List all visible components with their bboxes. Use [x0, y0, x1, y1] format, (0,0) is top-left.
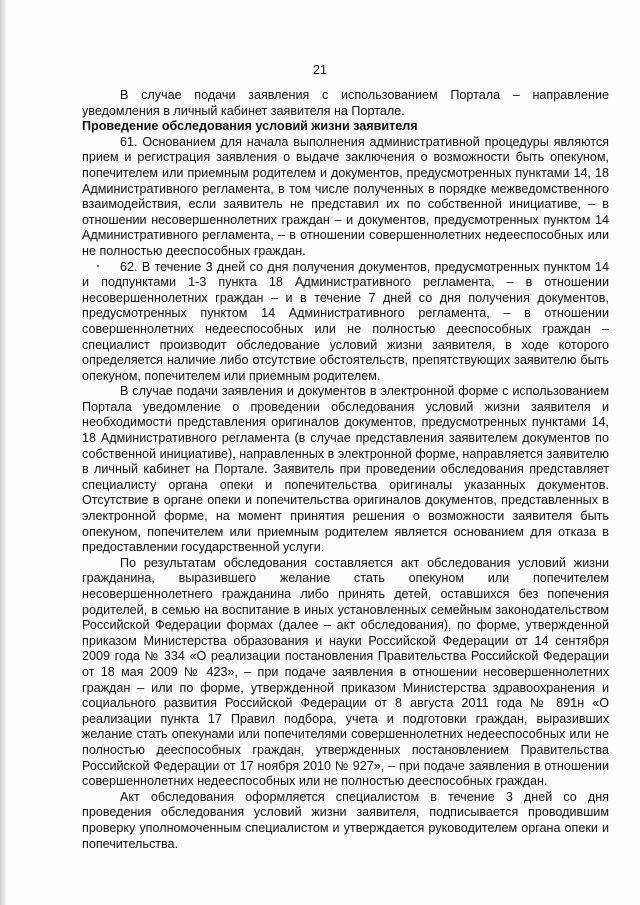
paragraph-61: 61. Основанием для начала выполнения административной процедуры являются прием и регистрация заявления о выдаче заключения о возможности быть опекуном, попечителем или приемным родителем и документов, предусмотренных пунктами 14, 18 Административного регламента, в том числе полученных в порядке межведомственного взаимодействия, если заявитель не представил их по собственной инициативе, – в отношении несовершеннолетних граждан – и документов, предусмотренных пунктом 14 Административного регламента, – в отношении совершеннолетних недееспособных или не полностью дееспособных граждан.	[82, 134, 609, 258]
intro-paragraph: В случае подачи заявления с использованием Портала – направление уведомления в личный кабинет заявителя на Портале.	[82, 88, 609, 118]
section-heading: Проведение обследования условий жизни заявителя	[82, 119, 418, 134]
paragraph-act-execution: Акт обследования оформляется специалистом в течение 3 дней со дня проведения обследования условий жизни заявителя, подписывается проводившим проверку уполномоченным специалистом и утверждается руководителем органа опеки и попечительства.	[82, 789, 609, 851]
scan-edge	[0, 0, 6, 905]
document-body	[82, 88, 609, 852]
paragraph-electronic-submission: В случае подачи заявления и документов в электронной форме с использованием Портала уведомление о проведении обследования условий жизни заявителя и необходимости представления оригиналов документов, предусмотренных пунктами 14, 18 Административного регламента (в случае представления заявителем документов по собственной инициативе), направленных в электронной форме, направляется заявителю в личный кабинет на Портале. Заявитель при проведении обследования представляет специалисту органа опеки и попечительства оригиналы указанных документов. Отсутствие в органе опеки и попечительства оригиналов документов, представленных в электронной форме, на момент принятия решения о возможности заявителя быть опекуном, попечителем или приемным родителем является основанием для отказа в предоставлении государственной услуги.	[82, 384, 609, 555]
paragraph-inspection-act: По результатам обследования составляется акт обследования условий жизни гражданина, выразившего желание стать опекуном или попечителем несовершеннолетнего гражданина либо принять детей, оставшихся без попечения родителей, в семью на воспитание в иных установленных семейным законодательством Российской Федерации формах (далее – акт обследования), по форме, утвержденной приказом Министерства образования и науки Российской Федерации от 14 сентября 2009 года № 334 «О реализации постановления Правительства Российской Федерации от 18 мая 2009 № 423», – при подаче заявления в отношении несовершеннолетних граждан – или по форме, утвержденной приказом Министерства здравоохранения и социального развития Российской Федерации от 8 августа 2011 года № 891н «О реализации пункта 17 Правил подбора, учета и подготовки граждан, выразивших желание стать опекунами или попечителями совершеннолетних недееспособных или не полностью дееспособных граждан, утвержденных постановлением Правительства Российской Федерации от 17 ноября 2010 № 927», – при подаче заявления в отношении совершеннолетних недееспособных или не полностью дееспособных граждан.	[82, 555, 609, 789]
paragraph-62: 62. В течение 3 дней со дня получения документов, предусмотренных пунктом 14 и подпунктами 1-3 пункта 18 Административного регламента, – в отношении несовершеннолетних граждан – и в течение 7 дней со дня получения документов, предусмотренных пунктом 14 Административного регламента, – в отношении совершеннолетних недееспособных или не полностью дееспособных граждан – специалист производит обследование условий жизни заявителя, в ходе которого определяется наличие либо отсутствие обстоятельств, препятствующих заявителю быть опекуном, попечителем или приемным родителем.	[82, 259, 609, 383]
page-number: 21	[313, 63, 327, 77]
